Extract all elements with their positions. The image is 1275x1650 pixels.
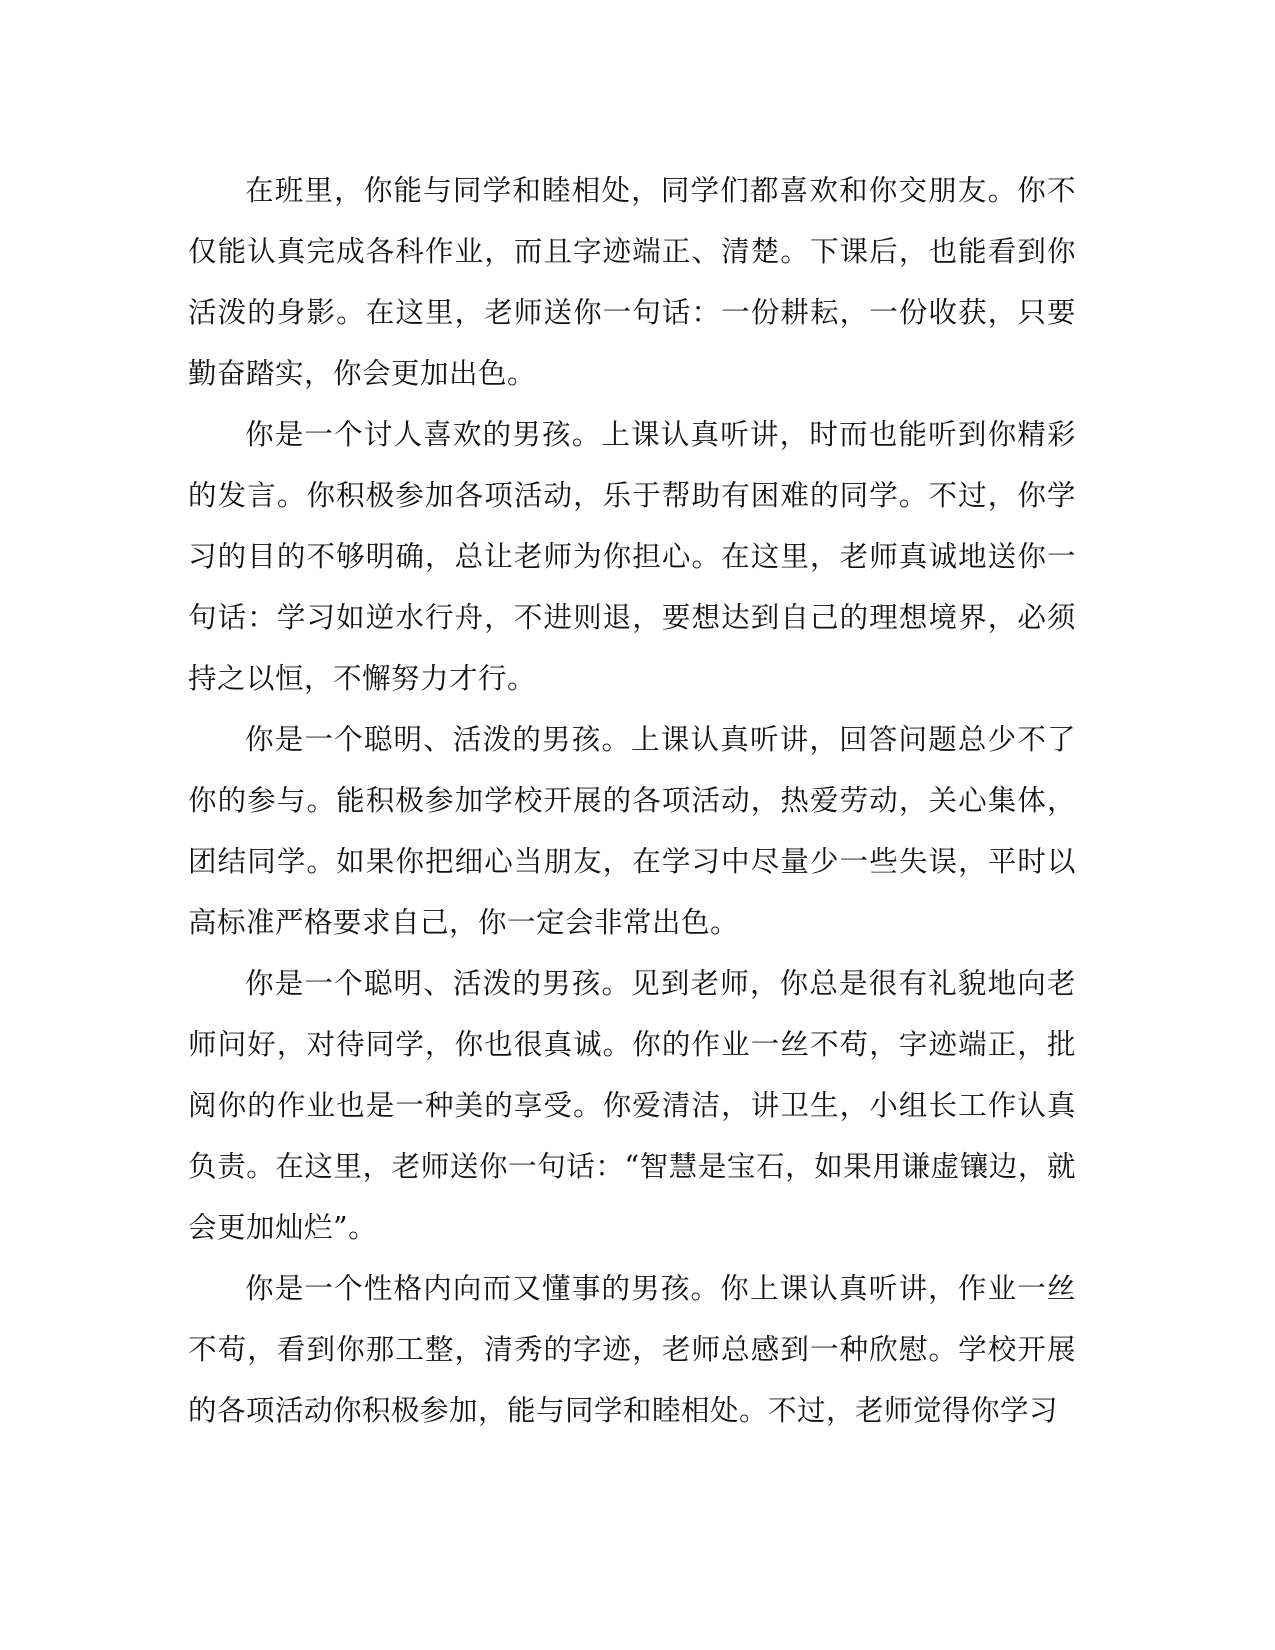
paragraph-1: 在班里，你能与同学和睦相处，同学们都喜欢和你交朋友。你不仅能认真完成各科作业，而且字迹端正、清楚。下课后，也能看到你活泼的身影。在这里，老师送你一句话：一份耕耘，一份收获，只要勤奋踏实，你会更加出色。	[188, 174, 1076, 390]
paragraph-2: 你是一个讨人喜欢的男孩。上课认真听讲，时而也能听到你精彩的发言。你积极参加各项活动，乐于帮助有困难的同学。不过，你学习的目的不够明确，总让老师为你担心。在这里，老师真诚地送你一句话：学习如逆水行舟，不进则退，要想达到自己的理想境界，必须持之以恒，不懈努力才行。	[188, 418, 1076, 695]
document-body	[188, 160, 1076, 1441]
paragraph-3: 你是一个聪明、活泼的男孩。上课认真听讲，回答问题总少不了你的参与。能积极参加学校开展的各项活动，热爱劳动，关心集体，团结同学。如果你把细心当朋友，在学习中尽量少一些失误，平时以高标准严格要求自己，你一定会非常出色。	[188, 723, 1076, 939]
paragraph-5: 你是一个性格内向而又懂事的男孩。你上课认真听讲，作业一丝不苟，看到你那工整，清秀的字迹，老师总感到一种欣慰。学校开展的各项活动你积极参加，能与同学和睦相处。不过，老师觉得你学习	[188, 1272, 1076, 1427]
paragraph-4: 你是一个聪明、活泼的男孩。见到老师，你总是很有礼貌地向老师问好，对待同学，你也很真诚。你的作业一丝不苟，字迹端正，批阅你的作业也是一种美的享受。你爱清洁，讲卫生，小组长工作认真负责。在这里，老师送你一句话：“智慧是宝石，如果用谦虚镶边，就会更加灿烂”。	[188, 967, 1076, 1244]
